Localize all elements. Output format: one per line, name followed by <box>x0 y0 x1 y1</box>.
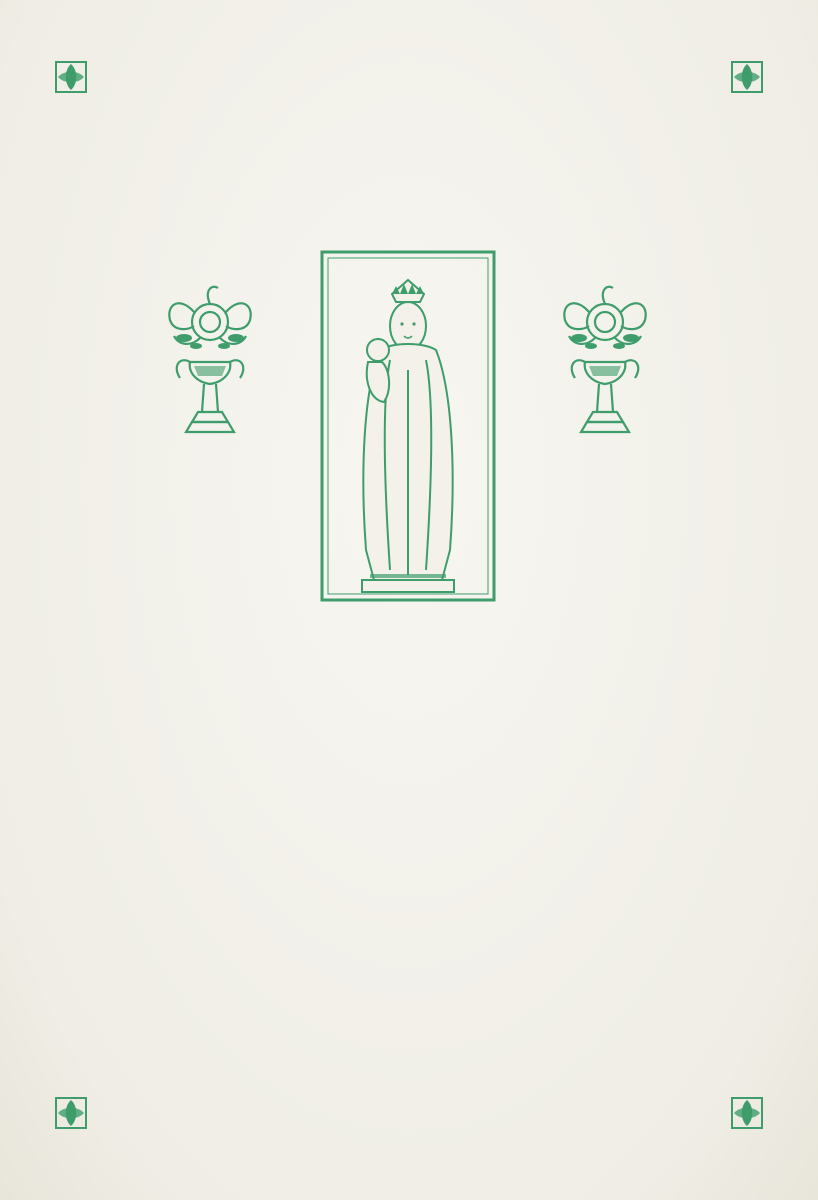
stanzas-column-3 <box>528 472 728 478</box>
virgin-and-child-woodcut <box>320 250 496 602</box>
flower-vase-icon <box>160 282 260 442</box>
flower-vase-icon <box>555 282 655 442</box>
